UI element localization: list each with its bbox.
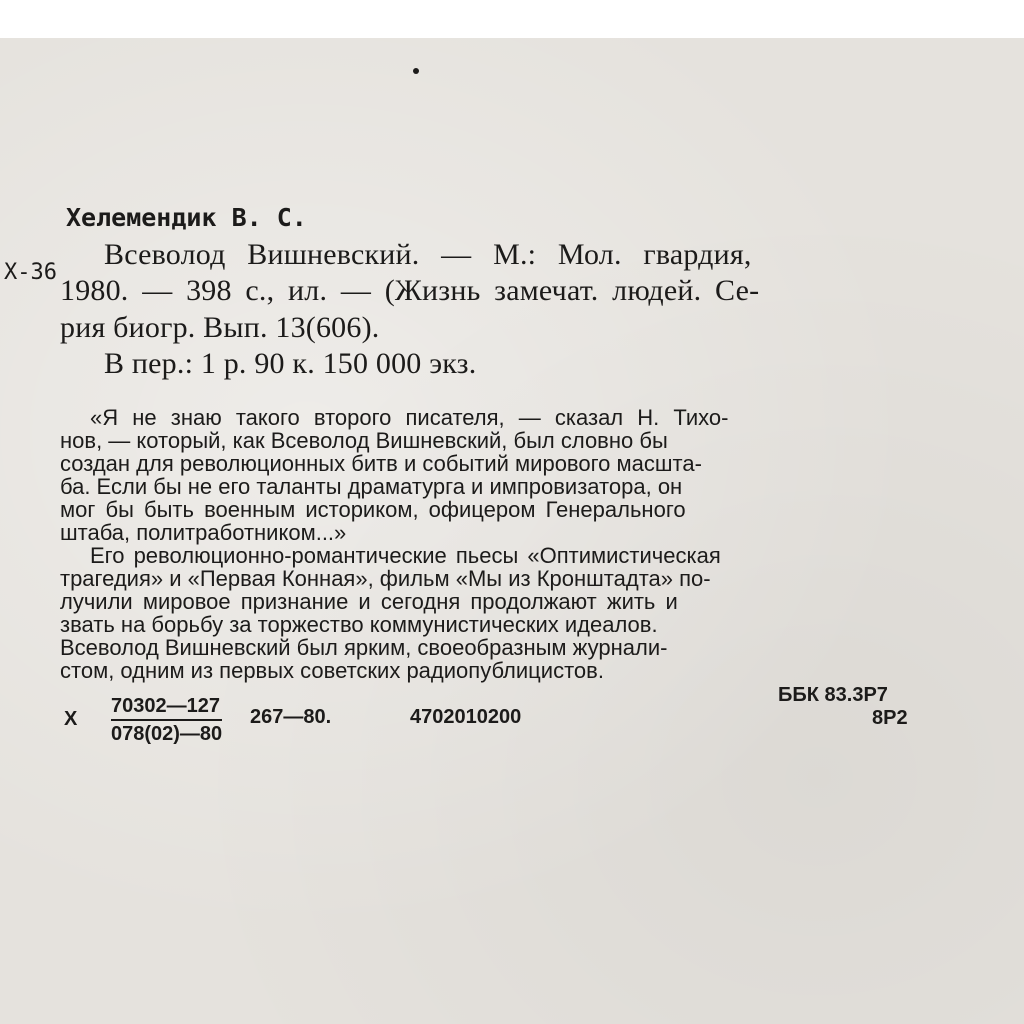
- annotation-line-2: нов, — который, как Всеволод Вишневский, был словно бы: [60, 428, 668, 453]
- shelfmark: Х-36: [4, 260, 57, 285]
- index-letter: Х: [64, 708, 78, 730]
- annotation-line-8: трагедия» и «Первая Конная», фильм «Мы из Кронштадта» по-: [60, 566, 711, 591]
- bbk-code-2: 8Р2: [872, 707, 908, 729]
- index-suffix: 267—80.: [250, 706, 332, 728]
- annotation-line-1: «Я не знаю такого второго писателя, — сказал Н. Тихо-: [90, 405, 729, 430]
- annotation-line-5: мог бы быть военным историком, офицером Генерального: [60, 497, 686, 522]
- annotation-line-4: ба. Если бы не его таланты драматурга и импровизатора, он: [60, 474, 683, 499]
- biblio-line-2: 1980. — 398 с., ил. — (Жизнь замечат. людей. Се-: [60, 274, 760, 307]
- author-heading: Хелемендик В. С.: [66, 203, 307, 232]
- annotation-line-9: лучили мировое признание и сегодня продолжают жить и: [60, 589, 678, 614]
- annotation-line-12: стом, одним из первых советских радиопублицистов.: [60, 658, 604, 683]
- ink-dot: [413, 68, 419, 74]
- index-numerator: 70302—127: [111, 694, 222, 721]
- index-fraction: [111, 694, 222, 746]
- annotation-line-3: создан для революционных битв и событий мирового масшта-: [60, 451, 702, 476]
- biblio-text: Всеволод Вишневский. — М.: Мол. гвардия,: [104, 238, 752, 271]
- biblio-line-1: [104, 238, 942, 272]
- biblio-line-4: В пер.: 1 р. 90 к. 150 000 экз.: [104, 347, 477, 380]
- annotation-line-6: штаба, политработником...»: [60, 520, 347, 545]
- annotation-line-10: звать на борьбу за торжество коммунистических идеалов.: [60, 612, 658, 637]
- annotation-line-11: Всеволод Вишневский был ярким, своеобразным журнали-: [60, 635, 668, 660]
- index-denominator: 078(02)—80: [111, 723, 223, 745]
- bbk-code: ББК 83.3Р7: [778, 684, 888, 706]
- biblio-line-3: рия биогр. Вып. 13(606).: [60, 311, 380, 344]
- annotation-line-7: Его революционно-романтические пьесы «Оптимистическая: [90, 543, 721, 568]
- index-code: 4702010200: [410, 706, 522, 728]
